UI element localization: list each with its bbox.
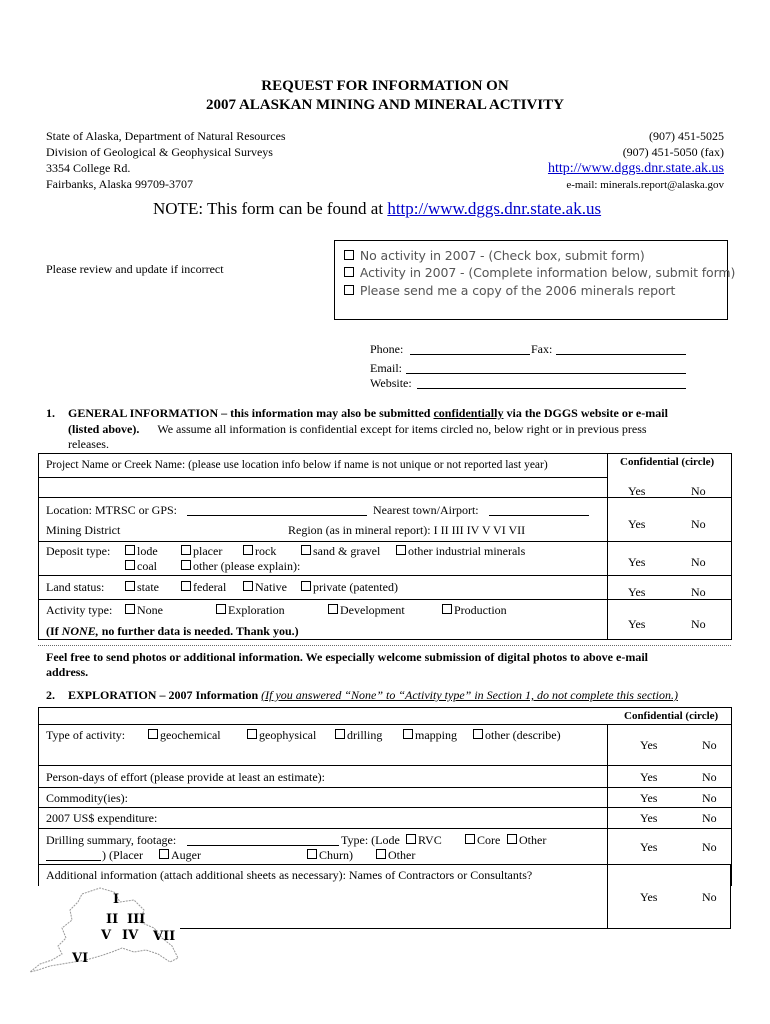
- confidential-header-1: Confidential (circle): [620, 456, 715, 468]
- placer-option-other[interactable]: [376, 848, 415, 863]
- mining-district-label: Mining District: [46, 523, 121, 537]
- conf-no[interactable]: No: [702, 840, 717, 854]
- region-label-I: I: [113, 892, 120, 907]
- agency-line4: Fairbanks, Alaska 99709-3707: [46, 177, 193, 191]
- section1-line2: [68, 422, 647, 437]
- confidential-header-2: Confidential (circle): [624, 710, 719, 722]
- nearest-town-label: Nearest town/Airport:: [373, 503, 479, 517]
- note-website-link[interactable]: http://www.dggs.dnr.state.ak.us: [387, 199, 602, 218]
- region-label-V: V: [101, 928, 112, 943]
- checkbox[interactable]: [301, 581, 311, 591]
- option-label: Other: [388, 848, 416, 862]
- option-label: private (patented): [313, 580, 398, 594]
- website-label: Website:: [370, 376, 412, 390]
- deposit-option-placer[interactable]: [181, 544, 222, 559]
- conf-yes[interactable]: Yes: [640, 791, 658, 805]
- review-label: Please review and update if incorrect: [46, 262, 224, 276]
- status-option-send-report[interactable]: [344, 283, 675, 298]
- deposit-option-industrial[interactable]: [396, 544, 525, 559]
- photos-note-line1: Feel free to send photos or additional information. We especially welcome submission of digital photos to above e-mail: [46, 650, 648, 664]
- option-label: other (describe): [485, 728, 561, 742]
- status-option-label: Activity in 2007 - (Complete information below, submit form): [359, 265, 736, 280]
- region-label-IV: IV: [122, 928, 139, 943]
- person-days-label: Person-days of effort (please provide at least an estimate):: [46, 770, 326, 784]
- option-label: other industrial minerals: [408, 544, 526, 558]
- type-option-mapping[interactable]: [403, 728, 457, 743]
- none-note: [46, 624, 299, 639]
- option-label: coal: [137, 559, 157, 573]
- checkbox[interactable]: [159, 849, 169, 859]
- agency-fax: (907) 451-5050 (fax): [622, 145, 724, 159]
- row-line: [38, 787, 731, 788]
- email-label: Email:: [370, 361, 402, 375]
- section1-heading-tail: via the DGGS website or e-mail: [503, 406, 668, 420]
- deposit-option-coal[interactable]: [125, 559, 157, 574]
- option-label: geophysical: [259, 728, 317, 742]
- drilling-footage-field[interactable]: [187, 832, 339, 846]
- drilling-option-core[interactable]: [465, 833, 500, 848]
- note-line: [153, 199, 601, 219]
- row-line: [38, 541, 731, 542]
- checkbox[interactable]: [125, 545, 135, 555]
- type-option-geochemical[interactable]: [148, 728, 221, 743]
- row-line: [38, 477, 607, 478]
- region-label-VII: VII: [153, 929, 176, 944]
- checkbox[interactable]: [328, 604, 338, 614]
- activity-type-label: Activity type:: [46, 603, 113, 617]
- agency-line1: State of Alaska, Department of Natural Resources: [46, 129, 286, 143]
- agency-line3: 3354 College Rd.: [46, 161, 131, 175]
- checkbox[interactable]: [307, 849, 317, 859]
- checkbox[interactable]: [125, 560, 135, 570]
- conf-no[interactable]: No: [702, 811, 717, 825]
- activity-option-production[interactable]: [442, 603, 507, 618]
- option-label: geochemical: [160, 728, 221, 742]
- none-note-pre: (If: [46, 624, 62, 638]
- section2-heading-text: EXPLORATION – 2007 Information: [68, 688, 259, 702]
- conf-no[interactable]: No: [702, 738, 717, 752]
- agency-email: e-mail: minerals.report@alaska.gov: [566, 179, 724, 191]
- section1-divider: [607, 453, 608, 639]
- checkbox[interactable]: [181, 581, 191, 591]
- status-option-activity[interactable]: [344, 265, 735, 280]
- checkbox[interactable]: [181, 560, 191, 570]
- conf-yes[interactable]: Yes: [640, 811, 658, 825]
- none-note-em: NONE,: [61, 624, 99, 638]
- section2-number: 2.: [46, 688, 55, 702]
- checkbox[interactable]: [376, 849, 386, 859]
- deposit-option-sand-gravel[interactable]: [301, 544, 380, 559]
- row-line: [38, 807, 731, 808]
- conf-no[interactable]: No: [691, 555, 706, 569]
- checkbox[interactable]: [507, 834, 517, 844]
- row-line: [38, 645, 731, 646]
- checkbox[interactable]: [243, 545, 253, 555]
- land-status-label: Land status:: [46, 580, 105, 594]
- conf-no[interactable]: No: [702, 770, 717, 784]
- form-title-line1: REQUEST FOR INFORMATION ON: [261, 78, 509, 94]
- row-line: [730, 864, 731, 928]
- option-label: Native: [255, 580, 287, 594]
- status-option-label: No activity in 2007 - (Check box, submit form): [359, 248, 645, 263]
- option-label: other (please explain):: [193, 559, 301, 573]
- conf-yes[interactable]: Yes: [640, 770, 658, 784]
- phone-field[interactable]: [410, 341, 530, 355]
- additional-info-label: Additional information (attach additional sheets as necessary): Names of Contractors or Consultants?: [46, 868, 533, 882]
- option-label: drilling: [347, 728, 383, 742]
- option-label: Core: [477, 833, 501, 847]
- deposit-option-other[interactable]: [181, 559, 300, 574]
- region-label-III: III: [127, 912, 146, 927]
- conf-no[interactable]: No: [702, 890, 717, 904]
- activity-option-exploration[interactable]: [216, 603, 285, 618]
- checkbox[interactable]: [335, 729, 345, 739]
- checkbox[interactable]: [181, 545, 191, 555]
- option-label: federal: [193, 580, 227, 594]
- conf-yes[interactable]: Yes: [628, 555, 646, 569]
- conf-yes[interactable]: Yes: [640, 738, 658, 752]
- fax-field[interactable]: [556, 341, 686, 355]
- checkbox[interactable]: [301, 545, 311, 555]
- option-label: placer: [193, 544, 223, 558]
- placer-label: ) (Placer: [102, 848, 143, 862]
- option-label: Exploration: [228, 603, 285, 617]
- land-option-private[interactable]: [301, 580, 398, 595]
- activity-option-development[interactable]: [328, 603, 405, 618]
- section2-divider: [607, 724, 608, 928]
- conf-yes[interactable]: Yes: [628, 585, 646, 599]
- region-label: Region (as in mineral report): I II III IV V VI VII: [288, 523, 526, 537]
- drilling-option-rvc[interactable]: [406, 833, 442, 848]
- type-of-activity-label: Type of activity:: [46, 728, 126, 742]
- section1-heading-underlined: confidentially: [433, 406, 504, 420]
- section1-line3: releases.: [68, 437, 109, 451]
- section2-heading-note: (If you answered “None” to “Activity type” in Section 1, do not complete this section.): [261, 688, 678, 702]
- region-label-II: II: [106, 912, 119, 927]
- website-field[interactable]: [417, 375, 686, 389]
- expenditure-label: 2007 US$ expenditure:: [46, 811, 158, 825]
- conf-yes[interactable]: Yes: [628, 517, 646, 531]
- drilling-type-label: Type: (Lode: [341, 833, 400, 847]
- location-field[interactable]: [187, 502, 367, 516]
- fax-label: Fax:: [531, 342, 553, 356]
- option-label: Other: [519, 833, 547, 847]
- agency-line2: Division of Geological & Geophysical Surveys: [46, 145, 273, 159]
- row-line: [38, 724, 731, 725]
- location-label: Location: MTRSC or GPS:: [46, 503, 178, 517]
- section1-line2-bold: (listed above).: [68, 422, 140, 436]
- agency-website-link[interactable]: http://www.dggs.dnr.state.ak.us: [547, 161, 724, 176]
- row-line: [38, 864, 731, 865]
- commodity-label: Commodity(ies):: [46, 791, 128, 805]
- row-line: [38, 828, 731, 829]
- checkbox[interactable]: [406, 834, 416, 844]
- option-label: rock: [255, 544, 277, 558]
- status-checkbox[interactable]: [344, 250, 354, 260]
- deposit-option-lode[interactable]: [125, 544, 158, 559]
- checkbox[interactable]: [125, 581, 135, 591]
- region-label-VI: VI: [72, 951, 89, 966]
- conf-no[interactable]: No: [691, 585, 706, 599]
- section1-heading: [68, 406, 668, 421]
- checkbox[interactable]: [465, 834, 475, 844]
- note-prefix: NOTE: This form can be found at: [153, 199, 388, 218]
- option-label: Development: [340, 603, 405, 617]
- deposit-option-rock[interactable]: [243, 544, 276, 559]
- photos-note-line2: address.: [46, 665, 89, 679]
- checkbox[interactable]: [473, 729, 483, 739]
- row-line: [38, 765, 731, 766]
- deposit-type-label: Deposit type:: [46, 544, 111, 558]
- placer-option-auger[interactable]: [159, 848, 201, 863]
- option-label: lode: [137, 544, 158, 558]
- section1-number: 1.: [46, 406, 55, 420]
- land-option-native[interactable]: [243, 580, 287, 595]
- nearest-town-field[interactable]: [489, 502, 589, 516]
- type-option-drilling[interactable]: [335, 728, 382, 743]
- form-title-line2: 2007 ALASKAN MINING AND MINERAL ACTIVITY: [206, 97, 564, 113]
- option-label: RVC: [418, 833, 442, 847]
- row-line: [180, 928, 731, 929]
- placer-footage-field[interactable]: [46, 848, 101, 861]
- agency-phone: (907) 451-5025: [649, 129, 724, 143]
- section1-heading-text: GENERAL INFORMATION – this information may also be submitted: [68, 406, 434, 420]
- section2-heading: [68, 688, 678, 703]
- drilling-option-other[interactable]: [507, 833, 546, 848]
- status-option-no-activity[interactable]: [344, 248, 645, 263]
- activity-option-none[interactable]: [125, 603, 163, 618]
- option-label: None: [137, 603, 163, 617]
- option-label: Production: [454, 603, 507, 617]
- project-name-label: Project Name or Creek Name: (please use location info below if name is not unique or not reported last year): [46, 459, 548, 471]
- conf-no[interactable]: No: [691, 484, 706, 498]
- conf-yes[interactable]: Yes: [640, 890, 658, 904]
- status-checkbox[interactable]: [344, 267, 354, 277]
- conf-no[interactable]: No: [691, 617, 706, 631]
- row-line: [38, 575, 731, 576]
- conf-no[interactable]: No: [702, 791, 717, 805]
- phone-label: Phone:: [370, 342, 404, 356]
- email-field[interactable]: [406, 360, 686, 374]
- conf-yes[interactable]: Yes: [628, 617, 646, 631]
- checkbox[interactable]: [247, 729, 257, 739]
- conf-no[interactable]: No: [691, 517, 706, 531]
- checkbox[interactable]: [403, 729, 413, 739]
- status-checkbox[interactable]: [344, 285, 354, 295]
- type-option-other[interactable]: [473, 728, 561, 743]
- land-option-federal[interactable]: [181, 580, 226, 595]
- option-label: sand & gravel: [313, 544, 381, 558]
- option-label: mapping: [415, 728, 457, 742]
- checkbox[interactable]: [396, 545, 406, 555]
- checkbox[interactable]: [125, 604, 135, 614]
- checkbox[interactable]: [442, 604, 452, 614]
- checkbox[interactable]: [216, 604, 226, 614]
- none-note-post: no further data is needed. Thank you.): [98, 624, 299, 638]
- conf-yes[interactable]: Yes: [628, 484, 646, 498]
- checkbox[interactable]: [243, 581, 253, 591]
- option-label: Auger: [171, 848, 201, 862]
- checkbox[interactable]: [148, 729, 158, 739]
- placer-option-churn[interactable]: [307, 848, 353, 863]
- conf-yes[interactable]: Yes: [640, 840, 658, 854]
- drilling-footage-label: Drilling summary, footage:: [46, 833, 177, 847]
- option-label: state: [137, 580, 159, 594]
- section1-line2-text: We assume all information is confidential except for items circled no, below right or in previous press: [157, 422, 647, 436]
- land-option-state[interactable]: [125, 580, 159, 595]
- option-label: Churn): [319, 848, 353, 862]
- type-option-geophysical[interactable]: [247, 728, 316, 743]
- status-option-label: Please send me a copy of the 2006 minerals report: [359, 283, 676, 298]
